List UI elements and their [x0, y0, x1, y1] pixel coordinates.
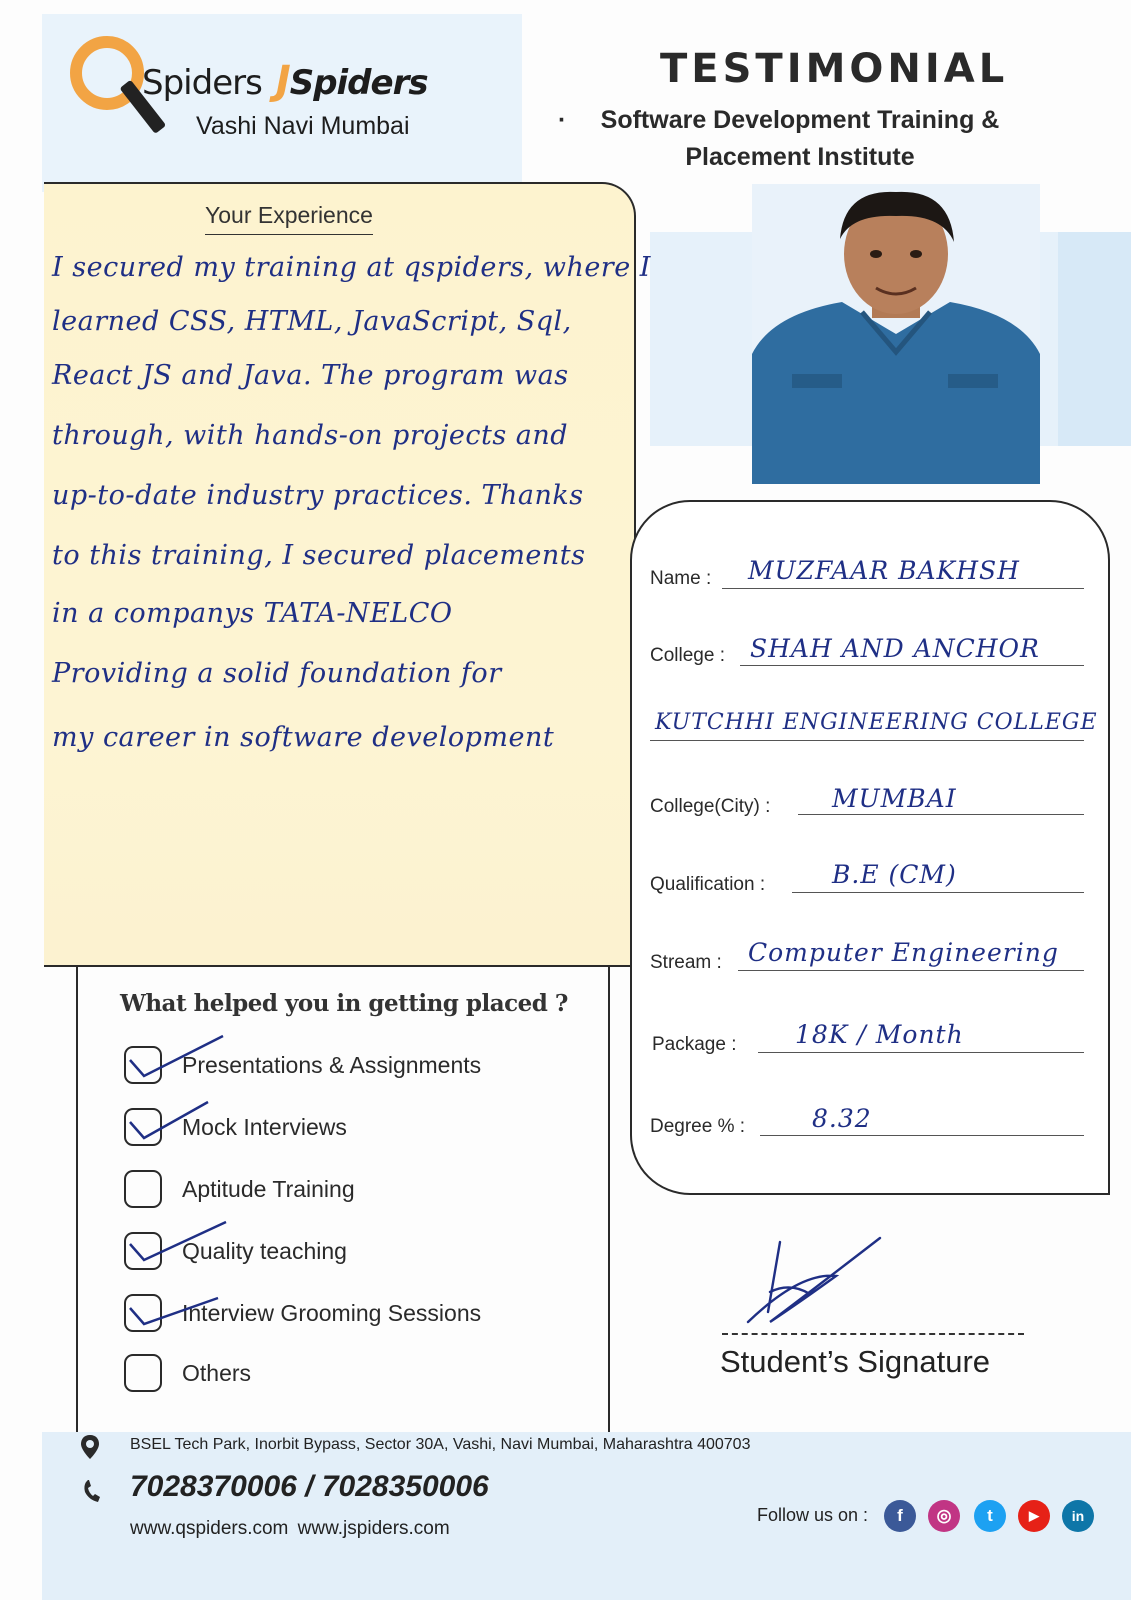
footer-address: BSEL Tech Park, Inorbit Bypass, Sector 30A, Vashi, Navi Mumbai, Maharashtra 400703	[130, 1436, 751, 1453]
student-photo	[752, 184, 1040, 484]
option-presentations-label: Presentations & Assignments	[182, 1052, 482, 1078]
degree-label: Degree % :	[650, 1116, 746, 1137]
experience-line: up-to-date industry practices. Thanks	[52, 480, 584, 511]
youtube-icon[interactable]: ▶	[1018, 1500, 1050, 1532]
experience-line: through, with hands-on projects and	[52, 420, 569, 451]
footer-phone-numbers[interactable]: 7028370006 / 7028350006	[130, 1470, 489, 1503]
city-value: MUMBAI	[832, 784, 957, 813]
checkbox-aptitude[interactable]	[124, 1170, 162, 1208]
experience-line: my career in software development	[52, 722, 555, 753]
experience-line: in a companys TATA-NELCO	[52, 598, 453, 629]
logo-jspiders-text: Spiders	[289, 63, 428, 103]
checkmark-icon	[118, 1094, 228, 1144]
experience-line: Providing a solid foundation for	[52, 658, 502, 689]
checkmark-icon	[118, 1280, 228, 1330]
subtitle-bullet: ·	[558, 106, 567, 134]
logo-j-letter: J	[275, 58, 290, 104]
branch-name: Vashi Navi Mumbai	[196, 112, 410, 140]
phone-icon	[82, 1478, 102, 1504]
qualification-underline	[792, 892, 1084, 893]
footer-websites[interactable]: www.qspiders.com www.jspiders.com	[130, 1518, 450, 1539]
option-grooming-label: Interview Grooming Sessions	[182, 1300, 482, 1326]
student-signature-scribble	[740, 1232, 890, 1327]
name-label: Name :	[650, 568, 712, 589]
qualification-value: B.E (CM)	[832, 860, 957, 889]
city-underline	[798, 814, 1084, 815]
experience-heading: Your Experience	[205, 202, 373, 235]
page-title: TESTIMONIAL	[660, 46, 1009, 92]
college-underline-2	[650, 740, 1084, 741]
student-details-card	[630, 500, 1110, 1195]
instagram-icon[interactable]: ◎	[928, 1500, 960, 1532]
stream-value: Computer Engineering	[748, 938, 1059, 967]
college-value-2: KUTCHHI ENGINEERING COLLEGE	[655, 710, 1098, 735]
stream-label: Stream :	[650, 952, 722, 973]
qualification-label: Qualification :	[650, 874, 766, 895]
college-value: SHAH AND ANCHOR	[750, 634, 1040, 663]
college-underline	[740, 665, 1084, 666]
checkbox-others[interactable]	[124, 1354, 162, 1392]
option-mock-interviews-label: Mock Interviews	[182, 1114, 347, 1140]
option-others-label: Others	[182, 1360, 252, 1386]
checkmark-icon	[118, 1216, 228, 1266]
subtitle-line-1: Software Development Training &	[600, 106, 1000, 134]
twitter-icon[interactable]: t	[974, 1500, 1006, 1532]
helped-heading: What helped you in getting placed ?	[120, 990, 568, 1017]
page-subtitle	[560, 102, 1040, 176]
name-underline	[722, 588, 1084, 589]
signature-label: Student’s Signature	[720, 1344, 991, 1379]
package-label: Package :	[652, 1034, 737, 1055]
experience-line: React JS and Java. The program was	[52, 360, 569, 391]
experience-card	[44, 182, 636, 967]
checkmark-icon	[118, 1032, 228, 1082]
college-label: College :	[650, 645, 725, 666]
signature-line	[722, 1333, 1024, 1335]
experience-line: to this training, I secured placements	[52, 540, 586, 571]
experience-line: I secured my training at qspiders, where I	[52, 252, 651, 283]
name-value: MUZFAAR BAKHSH	[748, 556, 1020, 585]
option-aptitude-label: Aptitude Training	[182, 1176, 355, 1202]
facebook-icon[interactable]: f	[884, 1500, 916, 1532]
student-photo-illustration	[752, 184, 1040, 484]
photo-background-band-right	[1058, 232, 1131, 446]
degree-value: 8.32	[812, 1104, 872, 1133]
stream-underline	[738, 970, 1084, 971]
follow-us-label: Follow us on :	[757, 1505, 869, 1525]
city-label: College(City) :	[650, 796, 771, 817]
option-quality-teaching-label: Quality teaching	[182, 1238, 347, 1264]
package-value: 18K / Month	[795, 1020, 964, 1049]
logo-spiders-text: Spiders	[142, 63, 262, 103]
brand-logo	[142, 58, 428, 104]
experience-line: learned CSS, HTML, JavaScript, Sql,	[52, 306, 572, 337]
degree-underline	[760, 1135, 1084, 1136]
package-underline	[758, 1052, 1084, 1053]
location-pin-icon	[80, 1434, 100, 1460]
subtitle-line-2: Placement Institute	[685, 143, 915, 171]
linkedin-icon[interactable]: in	[1062, 1500, 1094, 1532]
footer	[42, 1432, 1131, 1600]
